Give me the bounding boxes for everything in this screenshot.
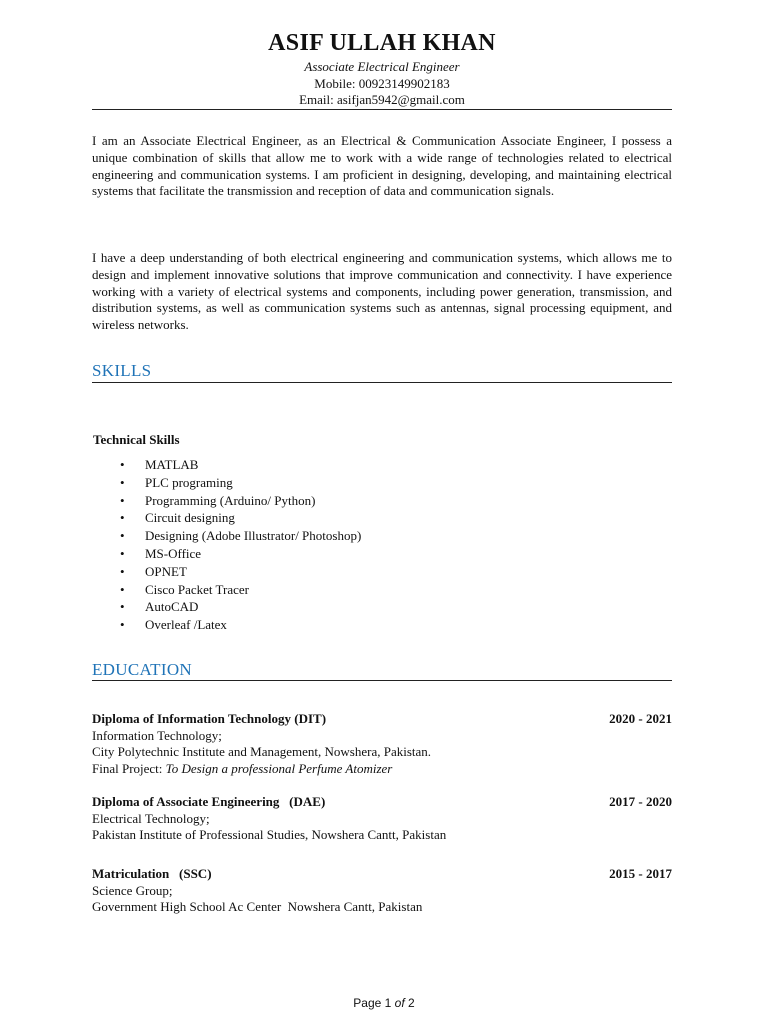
list-item <box>92 509 361 527</box>
skills-list <box>92 456 361 634</box>
bullet-icon: • <box>120 545 125 561</box>
page-number <box>0 996 768 1010</box>
degree-institution: Pakistan Institute of Professional Studies, Nowshera Cantt, Pakistan <box>92 827 447 842</box>
bullet-icon: • <box>120 617 125 633</box>
degree-years: 2015 - 2017 <box>609 866 672 881</box>
page-of-word: of <box>394 996 405 1010</box>
page-word: Page <box>353 996 382 1010</box>
education-entry-ssc <box>92 866 672 916</box>
final-project-label: Final Project: <box>92 760 163 776</box>
contact-email: Email: asifjan5942@gmail.com <box>299 92 465 107</box>
technical-skills-heading: Technical Skills <box>93 432 180 447</box>
bullet-icon: • <box>120 581 125 597</box>
skills-section-title: SKILLS <box>92 361 152 380</box>
degree-field: Science Group; <box>92 882 173 898</box>
candidate-title: Associate Electrical Engineer <box>304 59 460 74</box>
skill-label: Circuit designing <box>145 510 235 526</box>
list-item <box>92 581 361 599</box>
degree-institution: City Polytechnic Institute and Management, Nowshera, Pakistan. <box>92 744 432 759</box>
bullet-icon: • <box>120 563 125 579</box>
degree-field: Information Technology; <box>92 727 222 743</box>
page-current: 1 <box>384 996 392 1010</box>
degree-institution: Government High School Ac Center Nowshera Cantt, Pakistan <box>92 899 423 914</box>
contact-mobile: Mobile: 00923149902183 <box>314 76 450 91</box>
list-item <box>92 616 361 634</box>
bullet-icon: • <box>120 492 125 508</box>
bullet-icon: • <box>120 474 125 490</box>
list-item <box>92 527 361 545</box>
skill-label: Overleaf /Latex <box>145 617 227 633</box>
skill-label: PLC programing <box>145 474 233 490</box>
summary-paragraph-2: I have a deep understanding of both electrical engineering and communication systems, which allows me to design and implement innovative solutions that improve communication and connectivity. I have experience working with a variety of electrical systems and components, including power generation, transmission, and distribution systems, as well as communication systems such as antennas, signal processing equipment, and wireless networks. <box>92 250 672 333</box>
bullet-icon: • <box>120 457 125 472</box>
header-divider <box>92 109 672 110</box>
bullet-icon: • <box>120 528 125 544</box>
degree-title: Diploma of Associate Engineering (DAE) <box>92 794 326 809</box>
skill-label: MS-Office <box>145 545 202 561</box>
resume-page <box>92 0 672 1024</box>
bullet-icon: • <box>120 599 125 615</box>
skills-divider <box>92 382 672 383</box>
skill-label: OPNET <box>145 563 187 579</box>
list-item <box>92 545 361 563</box>
education-section-title: EDUCATION <box>92 660 192 679</box>
skill-label: Designing (Adobe Illustrator/ Photoshop) <box>145 528 362 544</box>
list-item <box>92 563 361 581</box>
list-item <box>92 492 361 510</box>
skill-label: Programming (Arduino/ Python) <box>145 492 316 508</box>
degree-field: Electrical Technology; <box>92 810 210 826</box>
skill-label: AutoCAD <box>145 599 199 615</box>
list-item <box>92 598 361 616</box>
final-project <box>92 761 672 778</box>
candidate-name: ASIF ULLAH KHAN <box>268 30 496 56</box>
skill-label: MATLAB <box>145 457 199 472</box>
page-total: 2 <box>408 996 415 1010</box>
degree-years: 2017 - 2020 <box>609 794 672 809</box>
final-project-title: To Design a professional Perfume Atomizer <box>165 760 393 776</box>
education-entry-dae <box>92 794 672 844</box>
list-item <box>92 456 361 474</box>
education-divider <box>92 680 672 681</box>
degree-title: Matriculation (SSC) <box>92 866 212 881</box>
bullet-icon: • <box>120 510 125 526</box>
summary-paragraph-1: I am an Associate Electrical Engineer, as an Electrical & Communication Associate Engineer, I possess a unique combination of skills that allow me to work with a wide range of technologies related to electrical engineering and communication systems. I am proficient in designing, developing, and maintaining electrical systems that facilitate the transmission and reception of data and communication signals. <box>92 133 672 199</box>
degree-title: Diploma of Information Technology (DIT) <box>92 711 327 726</box>
education-entry-dit <box>92 711 672 777</box>
skill-label: Cisco Packet Tracer <box>145 581 249 597</box>
list-item <box>92 474 361 492</box>
degree-years: 2020 - 2021 <box>609 711 672 726</box>
